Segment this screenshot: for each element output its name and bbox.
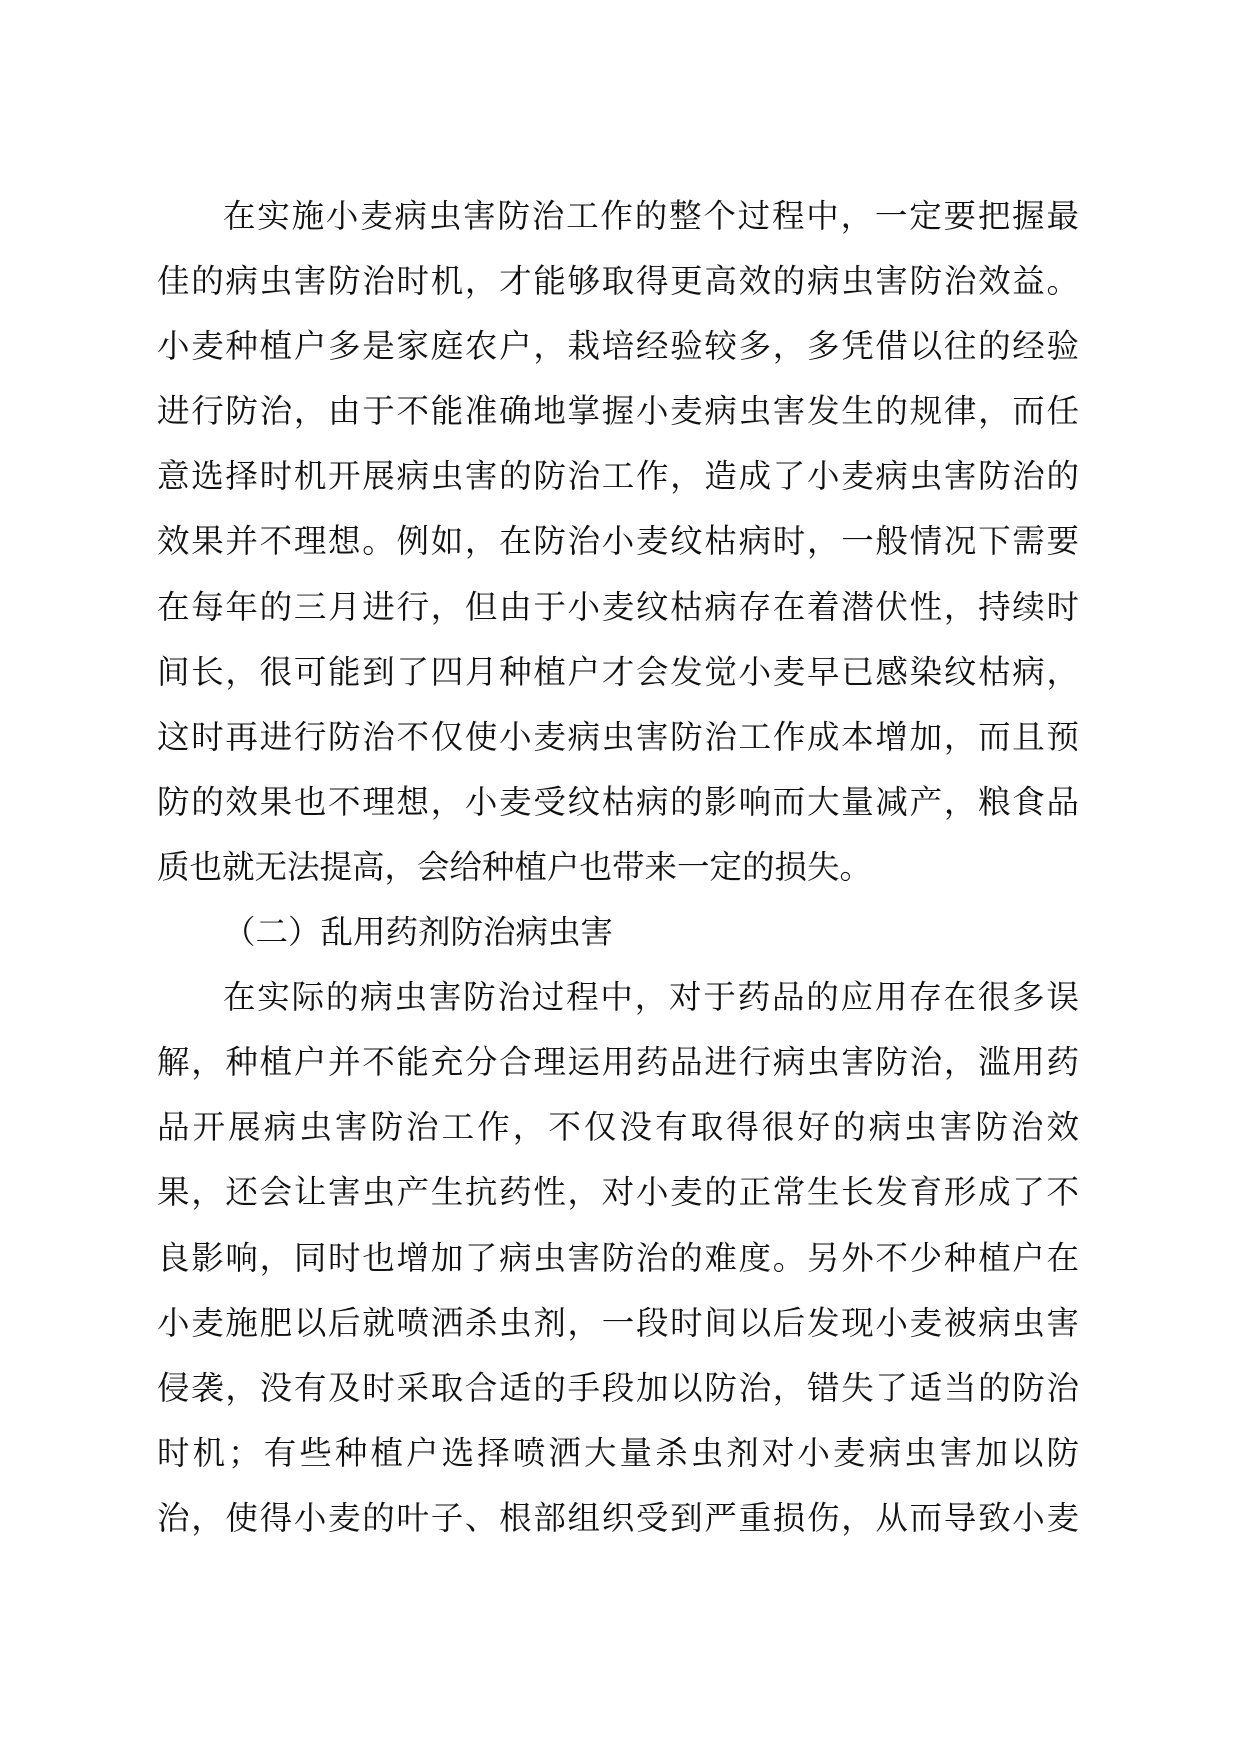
paragraph-1-line-7: 在每年的三月进行，但由于小麦纹枯病存在着潜伏性，持续时 (157, 587, 1079, 626)
paragraph-1-line-6: 效果并不理想。例如，在防治小麦纹枯病时，一般情况下需要 (157, 522, 1079, 561)
paragraph-2-line-1: 在实际的病虫害防治过程中，对于药品的应用存在很多误 (223, 978, 1079, 1017)
paragraph-1-line-3: 小麦种植户多是家庭农户，栽培经验较多，多凭借以往的经验 (157, 327, 1079, 366)
paragraph-2-line-3: 品开展病虫害防治工作，不仅没有取得很好的病虫害防治效 (157, 1108, 1079, 1147)
paragraph-2-line-9: 治，使得小麦的叶子、根部组织受到严重损伤，从而导致小麦 (157, 1498, 1079, 1537)
paragraph-2-line-7: 侵袭，没有及时采取合适的手段加以防治，错失了适当的防治 (157, 1368, 1079, 1407)
body-text (157, 184, 1079, 1551)
paragraph-1-line-9: 这时再进行防治不仅使小麦病虫害防治工作成本增加，而且预 (157, 717, 1079, 756)
paragraph-2-line-8: 时机；有些种植户选择喷洒大量杀虫剂对小麦病虫害加以防 (157, 1433, 1079, 1472)
paragraph-1-line-8: 间长，很可能到了四月种植户才会发觉小麦早已感染纹枯病， (157, 652, 1079, 691)
paragraph-2-line-5: 良影响，同时也增加了病虫害防治的难度。另外不少种植户在 (157, 1238, 1079, 1277)
paragraph-1-line-11: 质也就无法提高，会给种植户也带来一定的损失。 (157, 847, 873, 886)
paragraph-1-line-2: 佳的病虫害防治时机，才能够取得更高效的病虫害防治效益。 (157, 262, 1079, 301)
paragraph-1-line-1: 在实施小麦病虫害防治工作的整个过程中，一定要把握最 (223, 197, 1079, 235)
paragraph-2-line-2: 解，种植户并不能充分合理运用药品进行病虫害防治，滥用药 (157, 1043, 1079, 1082)
paragraph-1-line-4: 进行防治，由于不能准确地掌握小麦病虫害发生的规律，而任 (157, 392, 1079, 431)
paragraph-1-line-5: 意选择时机开展病虫害的防治工作，造成了小麦病虫害防治的 (157, 457, 1079, 496)
paragraph-2-line-6: 小麦施肥以后就喷洒杀虫剂，一段时间以后发现小麦被病虫害 (157, 1303, 1079, 1342)
paragraph-2-line-4: 果，还会让害虫产生抗药性，对小麦的正常生长发育形成了不 (157, 1173, 1079, 1212)
paragraph-1-line-10: 防的效果也不理想，小麦受纹枯病的影响而大量减产，粮食品 (157, 782, 1079, 821)
section-heading: （二）乱用药剂防治病虫害 (223, 913, 614, 952)
